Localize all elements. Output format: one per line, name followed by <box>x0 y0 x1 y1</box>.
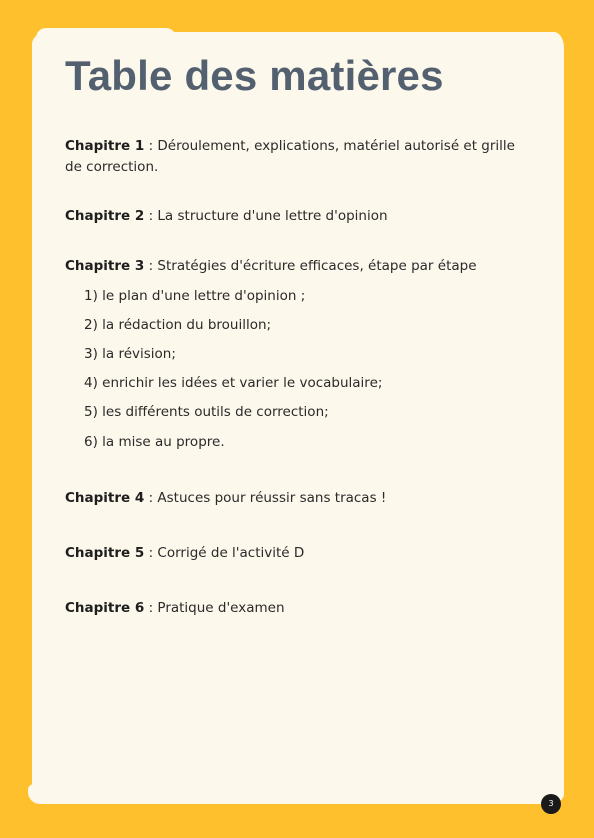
toc-entry-chapter-6 <box>65 598 535 619</box>
chapter-label: Chapitre 3 <box>65 258 145 274</box>
chapter-description: : Stratégies d'écriture efficaces, étape par étape <box>144 258 477 274</box>
paper-edge-bottom <box>28 784 208 804</box>
chapter-description: : Pratique d'examen <box>144 600 285 616</box>
chapter-label: Chapitre 5 <box>65 545 145 561</box>
chapter-3-step-6: 6) la mise au propre. <box>84 434 225 450</box>
chapter-3-step-5: 5) les différents outils de correction; <box>84 404 329 420</box>
page-title: Table des matières <box>65 52 444 99</box>
chapter-label: Chapitre 4 <box>65 490 145 506</box>
chapter-description: : La structure d'une lettre d'opinion <box>144 208 388 224</box>
toc-entry-chapter-4 <box>65 488 535 509</box>
chapter-3-step-3: 3) la révision; <box>84 346 176 362</box>
chapter-3-step-2: 2) la rédaction du brouillon; <box>84 317 272 333</box>
chapter-3-step-4: 4) enrichir les idées et varier le vocabulaire; <box>84 375 383 391</box>
page-number-badge: 3 <box>541 794 561 814</box>
chapter-3-step-1: 1) le plan d'une lettre d'opinion ; <box>84 288 306 304</box>
chapter-description: : Astuces pour réussir sans tracas ! <box>144 490 387 506</box>
toc-entry-chapter-2 <box>65 206 535 227</box>
chapter-label: Chapitre 6 <box>65 600 145 616</box>
chapter-label: Chapitre 1 <box>65 138 145 154</box>
toc-entry-chapter-3 <box>65 256 535 277</box>
chapter-label: Chapitre 2 <box>65 208 145 224</box>
chapter-description: : Déroulement, explications, matériel autorisé et grille de correction. <box>65 138 515 175</box>
toc-entry-chapter-5 <box>65 543 535 564</box>
chapter-description: : Corrigé de l'activité D <box>144 545 305 561</box>
toc-entry-chapter-1 <box>65 136 535 178</box>
